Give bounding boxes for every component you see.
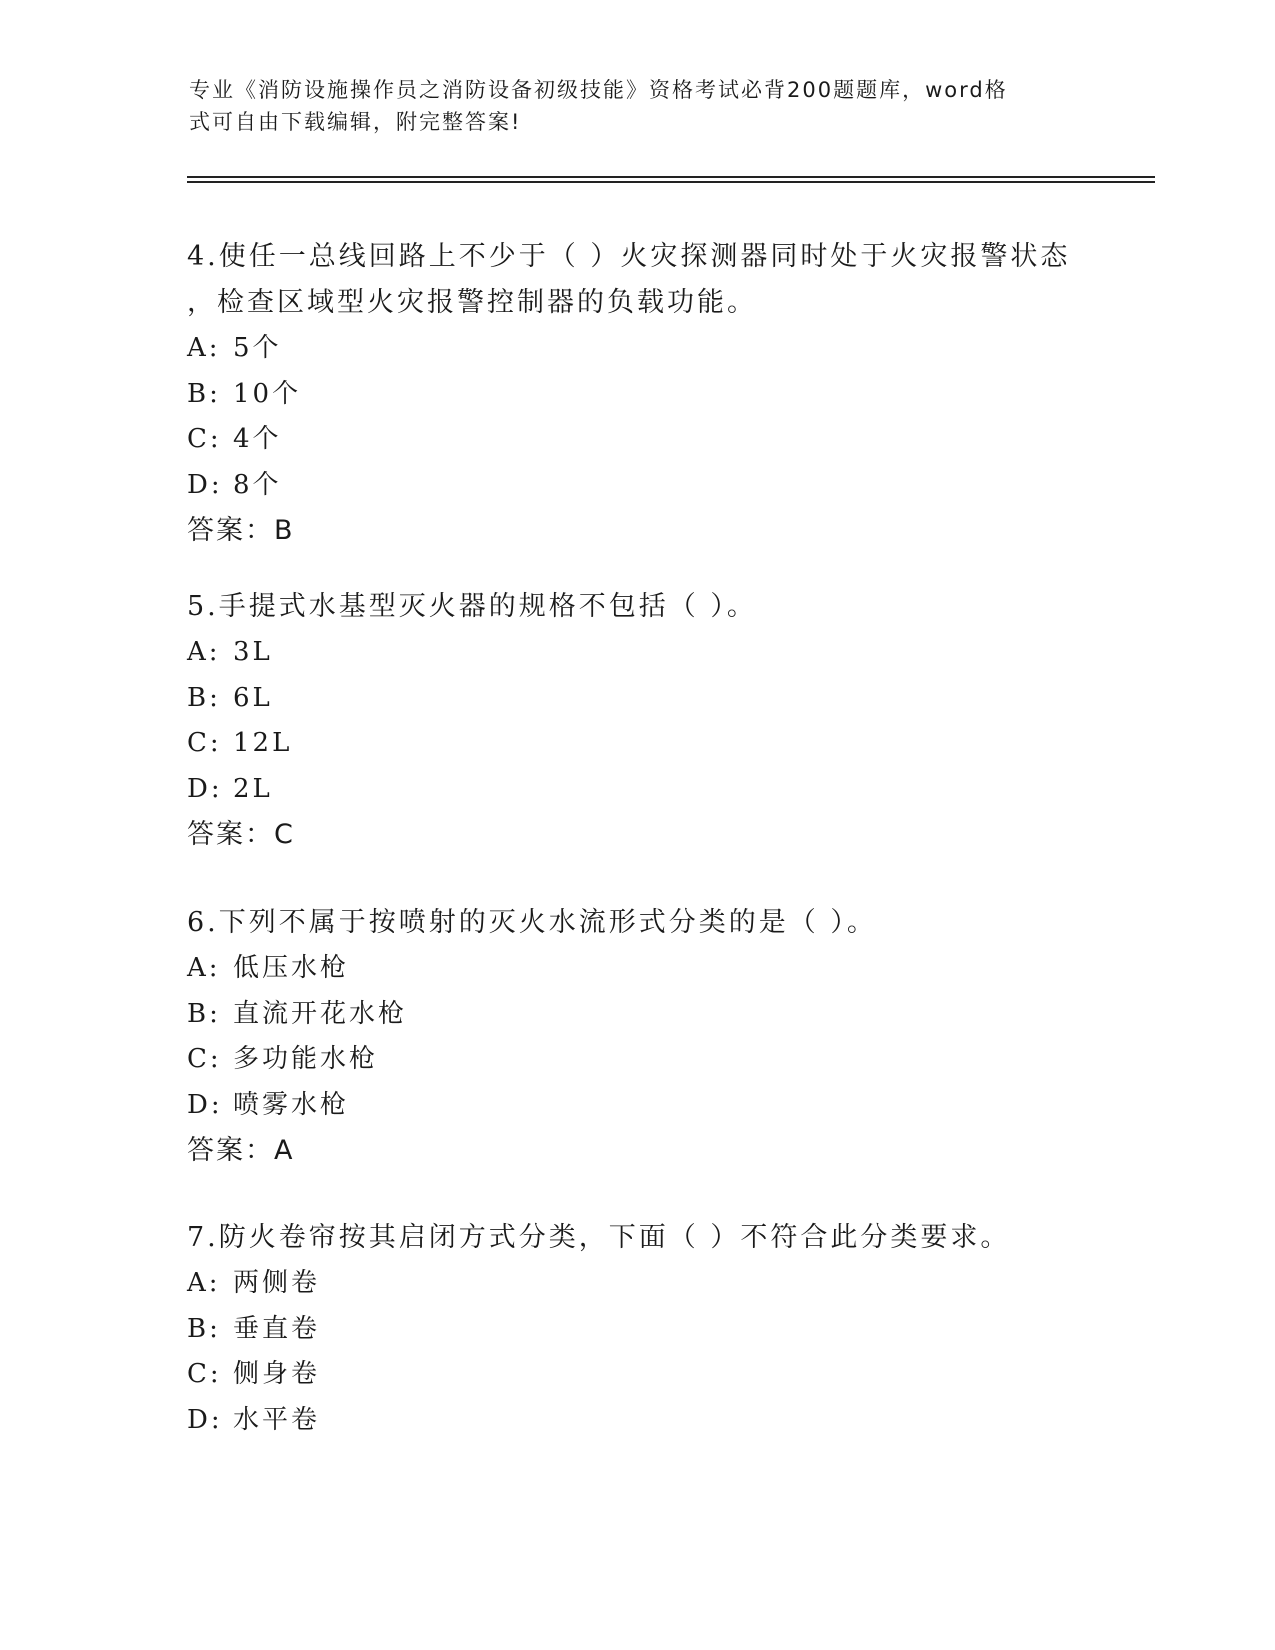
- option-letter: D:: [187, 469, 223, 500]
- option-letter: D:: [187, 1089, 223, 1120]
- option-letter: C:: [187, 728, 222, 758]
- option-text: 2L: [233, 773, 273, 804]
- option-letter: A:: [187, 333, 221, 363]
- option-text: 侧身卷: [233, 1359, 321, 1389]
- option-letter: D:: [187, 773, 223, 804]
- option-b: [187, 372, 1087, 418]
- option-b: [187, 992, 1087, 1038]
- option-text: 直流开花水枪: [233, 998, 408, 1029]
- option-text: 12L: [233, 728, 293, 758]
- option-text: 多功能水枪: [233, 1044, 379, 1074]
- question-stem: [187, 234, 1087, 326]
- option-a: [187, 946, 1087, 992]
- option-text: 10个: [233, 378, 302, 409]
- option-a: [187, 1261, 1087, 1307]
- option-letter: B:: [187, 682, 221, 713]
- option-d: [187, 1398, 1087, 1444]
- option-text: 5个: [233, 333, 282, 363]
- option-d: [187, 463, 1087, 509]
- option-letter: C:: [187, 1044, 222, 1074]
- question-4: [187, 234, 1087, 554]
- option-text: 两侧卷: [233, 1268, 321, 1298]
- question-6: [187, 900, 1087, 1174]
- option-text: 6L: [233, 682, 273, 713]
- option-c: [187, 721, 1087, 767]
- question-stem: [187, 900, 1087, 946]
- answer-line: 答案：C: [187, 819, 295, 850]
- question-5: [187, 584, 1087, 858]
- option-c: [187, 1037, 1087, 1083]
- question-stem-line-2: ，检查区域型火灾报警控制器的负载功能。: [187, 287, 757, 318]
- option-text: 垂直卷: [233, 1313, 321, 1344]
- question-stem-line-1: 4.使任一总线回路上不少于（ ）火灾探测器同时处于火灾报警状态: [187, 241, 1071, 272]
- document-header: [189, 74, 1089, 138]
- option-text: 低压水枪: [233, 953, 350, 983]
- option-letter: B:: [187, 998, 221, 1029]
- answer-line: 答案：B: [187, 515, 295, 546]
- option-text: 8个: [233, 469, 282, 500]
- option-text: 喷雾水枪: [233, 1089, 350, 1120]
- option-b: [187, 1307, 1087, 1353]
- option-text: 3L: [233, 637, 273, 667]
- option-text: 4个: [233, 424, 282, 454]
- option-a: [187, 630, 1087, 676]
- question-stem-line-1: 5.手提式水基型灭火器的规格不包括（ ）。: [187, 591, 757, 622]
- answer-line: 答案：A: [187, 1135, 295, 1166]
- question-stem-line-1: 6.下列不属于按喷射的灭火水流形式分类的是（ ）。: [187, 907, 877, 938]
- option-a: [187, 326, 1087, 372]
- question-stem: [187, 584, 1087, 630]
- question-stem-line-1: 7.防火卷帘按其启闭方式分类，下面（ ）不符合此分类要求。: [187, 1222, 1011, 1253]
- header-line-1: 专业《消防设施操作员之消防设备初级技能》资格考试必背200题题库，word格: [189, 78, 1008, 102]
- option-letter: C:: [187, 424, 222, 454]
- header-line-2: 式可自由下载编辑，附完整答案!: [189, 110, 522, 134]
- option-b: [187, 676, 1087, 722]
- option-d: [187, 1083, 1087, 1129]
- option-letter: A:: [187, 953, 221, 983]
- option-letter: B:: [187, 1313, 221, 1344]
- option-c: [187, 1352, 1087, 1398]
- option-letter: C:: [187, 1359, 222, 1389]
- option-text: 水平卷: [233, 1404, 321, 1435]
- header-divider-bottom: [187, 181, 1155, 183]
- option-letter: B:: [187, 378, 221, 409]
- option-letter: D:: [187, 1404, 223, 1435]
- question-stem: [187, 1215, 1087, 1261]
- header-divider-top: [187, 176, 1155, 178]
- option-letter: A:: [187, 1268, 221, 1298]
- question-7: [187, 1215, 1087, 1443]
- option-d: [187, 767, 1087, 813]
- option-letter: A:: [187, 637, 221, 667]
- option-c: [187, 417, 1087, 463]
